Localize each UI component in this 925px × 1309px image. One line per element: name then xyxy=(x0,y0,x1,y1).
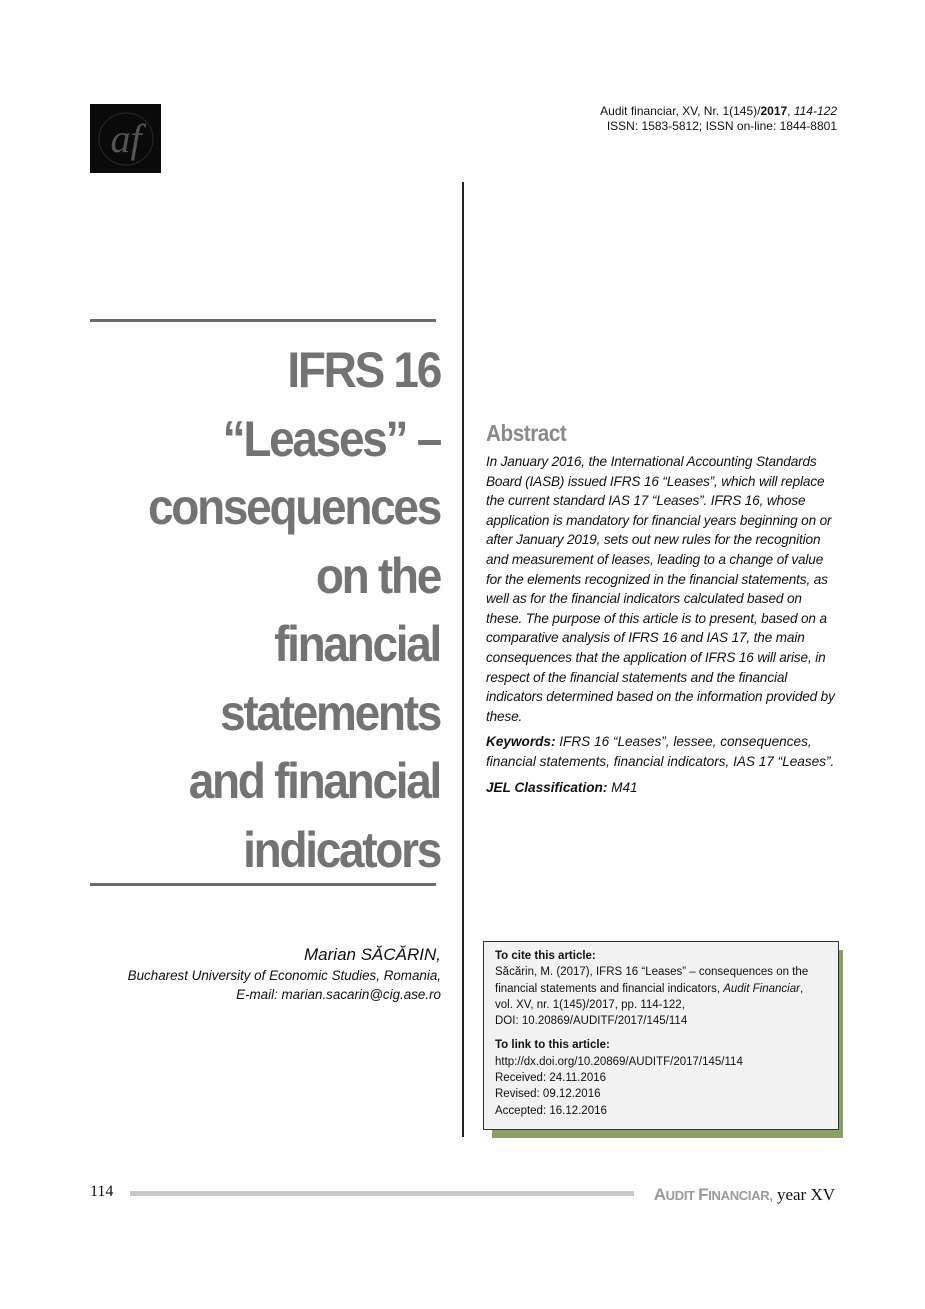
citation-box xyxy=(483,941,839,1130)
doi-line: DOI: 10.20869/AUDITF/2017/145/114 xyxy=(495,1015,688,1028)
keywords xyxy=(486,732,838,771)
title-line: financial xyxy=(274,616,440,672)
cite-line: vol. XV, nr. 1(145)/2017, pp. 114-122, xyxy=(495,998,685,1011)
journal-meta xyxy=(600,104,837,134)
keywords-label: Keywords: xyxy=(486,734,556,750)
logo-text: af xyxy=(110,116,142,161)
article-title xyxy=(109,336,440,884)
journal-citation-line: Audit financiar, XV, Nr. 1(145)/2017, 114-122 xyxy=(600,104,837,118)
author-email[interactable]: E-mail: marian.sacarin@cig.ase.ro xyxy=(236,987,441,1002)
title-line: consequences xyxy=(148,479,440,535)
title-line: on the xyxy=(315,547,440,604)
jel-label: JEL Classification: xyxy=(486,779,608,795)
link-label: To link to this article: xyxy=(495,1039,610,1052)
doi-link[interactable]: http://dx.doi.org/10.20869/AUDITF/2017/145/114 xyxy=(495,1055,743,1068)
footer-rule xyxy=(130,1191,634,1196)
cite-label: To cite this article: xyxy=(495,950,596,962)
cite-line: financial statements and financial indicators, Audit Financiar, xyxy=(495,982,804,995)
column-divider xyxy=(462,182,464,1137)
journal-brand-name: AUDIT FINANCIAR, xyxy=(653,1185,773,1204)
footer-journal-brand xyxy=(654,1185,835,1205)
author-affiliation: Bucharest University of Economic Studies, Romania, xyxy=(127,968,441,983)
title-line: and financial xyxy=(188,753,440,809)
jel-value: M41 xyxy=(607,779,638,795)
title-rule-bottom xyxy=(90,883,436,886)
accepted-date: Accepted: 16.12.2016 xyxy=(495,1104,607,1117)
jel-classification xyxy=(486,778,838,798)
title-rule-top xyxy=(90,319,436,322)
title-line: indicators xyxy=(243,821,440,878)
journal-logo-icon xyxy=(90,104,161,173)
title-line: statements xyxy=(220,684,440,741)
abstract-body: In January 2016, the International Accounting Standards Board (IASB) issued IFRS 16 “Leases”, which will replace the current standard IAS 17 “Leases”. IFRS 16, whose application is mandatory for financial years beginning on or after January 2019, sets out new rules for the recognition and measurement of leases, leading to a change of value for the elements recognized in the financial statements, as well as for the financial indicators calculated based on these. The purpose of this article is to present, based on a comparative analysis of IFRS 16 and IAS 17, the main consequences that the application of IFRS 16 will arise, in respect of the financial statements and the financial indicators determined based on the information provided by these. xyxy=(486,454,835,724)
journal-year: year XV xyxy=(772,1185,835,1204)
keywords-value: IFRS 16 “Leases”, lessee, consequences, financial statements, financial indicators, IAS 17 “Leases”. xyxy=(486,734,835,769)
abstract-section xyxy=(486,420,838,797)
journal-name: Audit Financiar xyxy=(723,982,800,995)
page-number: 114 xyxy=(90,1183,114,1200)
title-line: IFRS 16 xyxy=(287,342,440,398)
journal-logo xyxy=(90,104,161,173)
author-block xyxy=(90,944,441,1004)
revised-date: Revised: 09.12.2016 xyxy=(495,1088,601,1101)
issn-line: ISSN: 1583-5812; ISSN on-line: 1844-8801 xyxy=(606,119,837,133)
received-date: Received: 24.11.2016 xyxy=(495,1072,607,1085)
abstract-heading: Abstract xyxy=(486,420,567,446)
author-name: Marian SĂCĂRIN, xyxy=(304,945,441,964)
title-line: “Leases” – xyxy=(222,410,440,467)
cite-line: Săcărin, M. (2017), IFRS 16 “Leases” – consequences on the xyxy=(495,966,809,979)
